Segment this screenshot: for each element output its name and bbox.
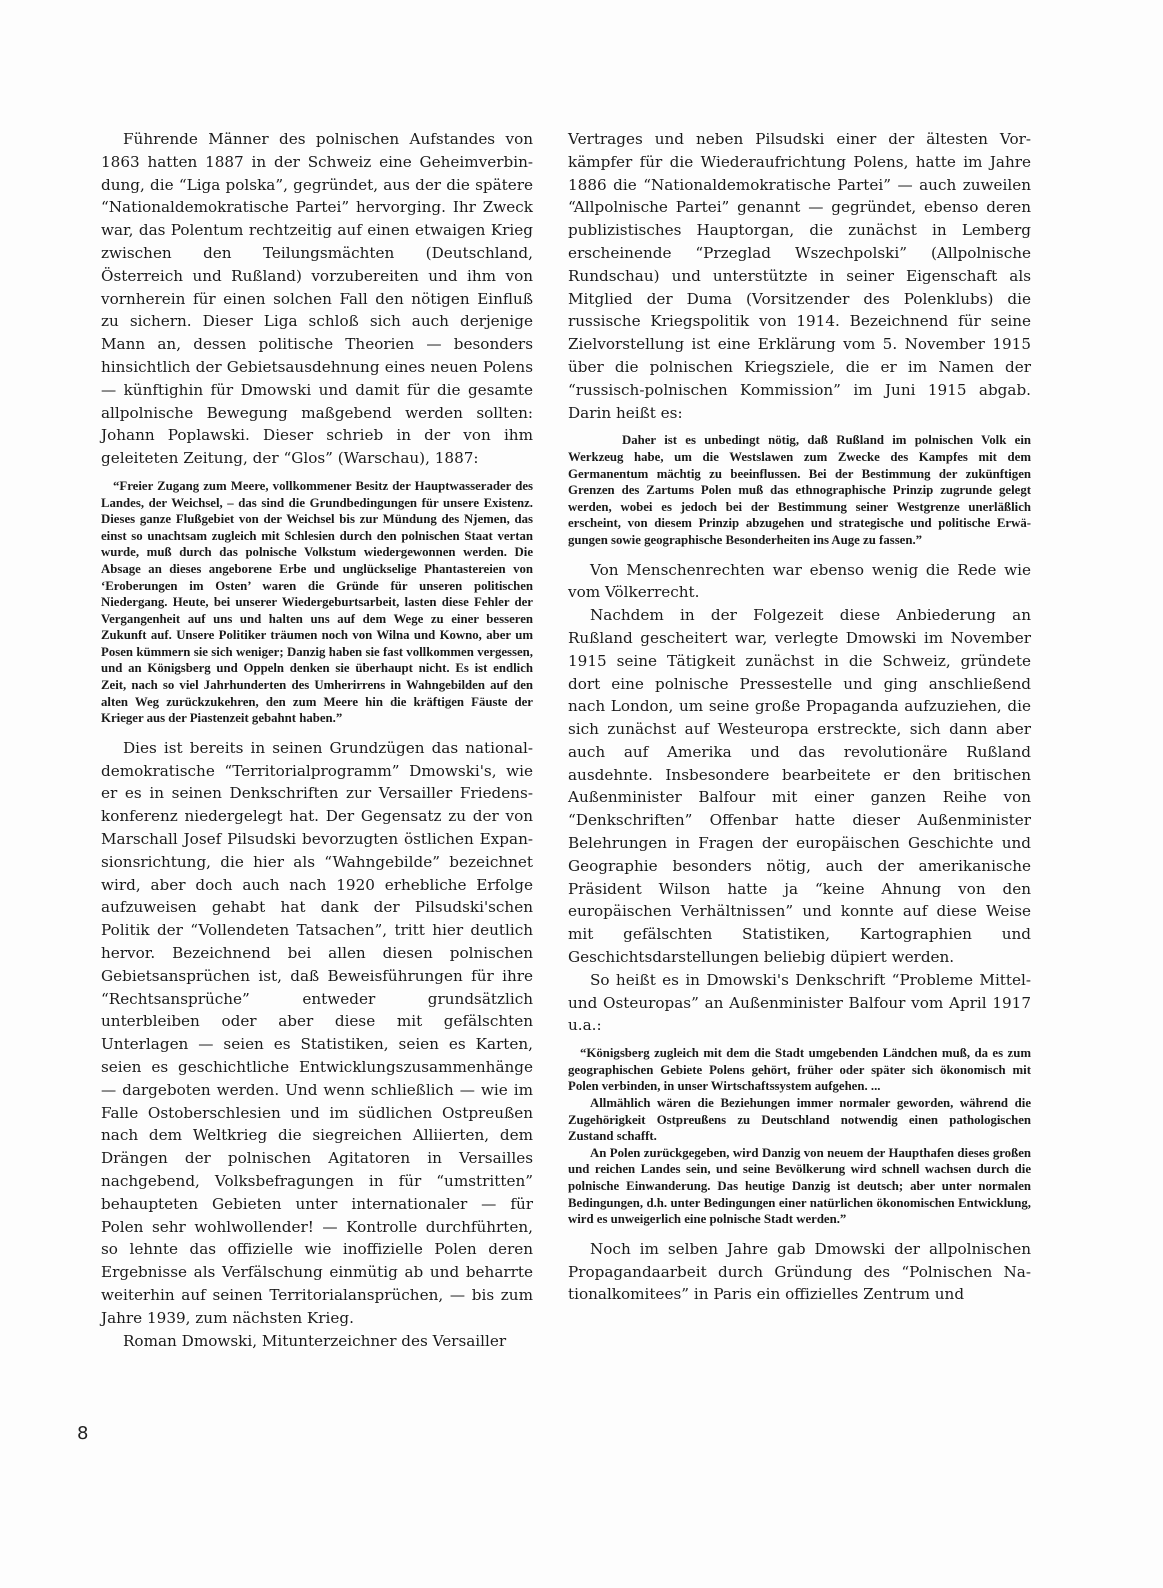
quote-paragraph: Allmählich wären die Beziehungen immer normaler geworden, während die Zugehörigkeit Ostpreußens zu Deutschland notwendig einen pathologischen Zustand schafft. bbox=[568, 1096, 1031, 1144]
paragraph-versailler-vertrag-continued: Vertrages und neben Pilsudski einer der ältesten Vorkämpfer für die Wiederaufrichtung Polens, hatte im Jahre 1886 die “Nationaldemokratische Partei” — auch zuweilen “Allpolnische Partei” genannt — gegründet, ebenso deren publizistisches Hauptorgan, die zunächst in Lemberg erscheinende “Przeglad Wszechpolski” (Allpolnische Rundschau) und unterstützte in seiner Eigenschaft als Mitglied der Duma (Vorsitzender des Polenklubs) die russische Kriegspolitik von 1914. Bezeichnend für seine Zielvorstellung ist eine Erklärung vom 5. November 1915 über die polnischen Kriegsziele, die er im Namen der “russisch-polnischen Kommission” im Juni 1915 abgab. Darin heißt es: bbox=[568, 130, 1031, 422]
blockquote-kriegsziele-1915 bbox=[568, 432, 1031, 548]
paragraph-nationalkomitee: Noch im selben Jahre gab Dmowski der allpolnischen Propagandaarbeit durch Gründung des “Polnischen Nationalkomitees” in Paris ein offizielles Zentrum und bbox=[568, 1239, 1031, 1304]
blockquote-poplawski bbox=[101, 478, 533, 727]
quote-text: “Freier Zugang zum Meere, vollkommener Besitz der Hauptwasserader des Landes, der Weichsel, – das sind die Grundbedingungen für unsere Existenz. Dieses ganze Flußgebiet von der Weichsel bis zur Mündung des Njemen, das einst so unachtsam zugleich mit Schlesien durch den polnischen Staat vertan wurde, muß durch das polnische Volkstum wiedergewonnen werden. Die Absage an dieses angeborene Erbe und unglückselige Phantastereien von ‘Eroberungen im Osten’ waren die Gründe für unseren politischen Niedergang. Heute, bei unserer Wiedergeburtsarbeit, lasten diese Fehler der Vergangenheit auf uns und halten uns auf dem Wege zu einer besseren Zukunft auf. Unsere Politiker träumen noch von Wilna und Kowno, aber um Posen kümmern sie sich weniger; Danzig haben sie fast vollkommen vergessen, und an Königsberg und Oppeln denken sie überhaupt nicht. Es ist endlich Zeit, nach so viel Jahrhunderten des Umherirrens in Wahngebilden auf den alten Weg zurückzukehren, den zum Meere hin die kräftigen Fäuste der Krieger aus der Piastenzeit gebahnt haben.” bbox=[101, 478, 533, 726]
paragraph-territorialprogramm: Dies ist bereits in seinen Grundzügen das nationaldemokratische “Territorialprogramm” Dmowski's, wie er es in seinen Denkschriften zur Versailler Friedenskonferenz niedergelegt hat. Der Gegensatz zu der von Marschall Josef Pilsudski bevorzugten östlichen Expansionsrichtung, die hier als “Wahngebilde” bezeichnet wird, aber doch auch nach 1920 erhebliche Erfolge aufzuweisen gehabt hat dank der Pilsudski'schen Politik der “Vollendeten Tatsachen”, tritt hier deutlich hervor. Bezeichnend bei allen diesen polnischen Gebietsansprüchen ist, daß Beweisführungen für ihre “Rechtsansprüche” entweder grundsätzlich unterbleiben oder aber diese mit gefälschten Unterlagen — seien es Statistiken, seien es Karten, seien es geschichtliche Entwicklungszusammenhänge — dargeboten werden. Und wenn schließlich — wie im Falle Ostoberschlesien und im südlichen Ostpreußen nach dem Weltkrieg die siegreichen Alliierten, dem Drängen der polnischen Agitatoren in Versailles nachgebend, Volksbefragungen in für “umstritten” behaupteten Gebieten unter internationaler — für Polen sehr wohlwollender! — Kontrolle durchführten, so lehnte das offizielle wie inoffizielle Polen deren Ergebnisse als Verfälschung einmütig ab und beharrte weiterhin auf seinen Territorialansprüchen, — bis zum Jahre 1939, zum nächsten Krieg. bbox=[101, 738, 533, 1327]
quote-paragraph: “Königsberg zugleich mit dem die Stadt umgebenden Ländchen muß, da es zum geographischen Gebiete Polens gehört, früher oder später sich ökonomisch mit Polen verbinden, in unser Wirtschaftssystem aufgehen. ... bbox=[568, 1046, 1031, 1094]
paragraph-liga-polska: Führende Männer des polnischen Aufstandes von 1863 hatten 1887 in der Schweiz eine Geheimverbindung, die “Liga polska”, gegründet, aus der die spätere “Nationaldemokratische Partei” hervorging. Ihr Zweck war, das Polentum rechtzeitig auf einen etwaigen Krieg zwischen den Teilungsmächten (Deutschland, Österreich und Rußland) vorzubereiten und ihm von vornherein für einen solchen Fall den nötigen Einfluß zu sichern. Dieser Liga schloß sich auch derjenige Mann an, dessen politische Theorien — besonders hinsichtlich der Gebietsausdehnung eines neuen Polens — künftighin für Dmowski und damit für die gesamte allpolnische Bewegung maßgebend werden sollten: Johann Poplawski. Dieser schrieb in der von ihm geleiteten Zeitung, der “Glos” (Warschau), 1887: bbox=[101, 130, 533, 468]
right-column bbox=[568, 128, 1031, 1306]
paragraph-anbiederung: Nachdem in der Folgezeit diese Anbiederung an Rußland gescheitert war, verlegte Dmowski im November 1915 seine Tätigkeit zunächst in die Schweiz, gründete dort eine polnische Pressestelle und ging anschließend nach London, um seine große Propaganda aufzuziehen, die sich zunächst auf Westeuropa erstreckte, sich dann aber auch auf Amerika und das revolutionäre Rußland ausdehnte. Insbesondere bearbeitete er den britischen Außenminister Balfour mit einer ganzen Reihe von “Denkschriften” Offenbar hatte dieser Außenminister Belehrungen in Fragen der europäischen Geschichte und Geographie besonders nötig, auch der amerikanische Präsident Wilson hatte ja “keine Ahnung von den europäischen Verhältnissen” und konnte auf diese Weise mit gefälschten Statistiken, Kartographien und Geschichtsdarstellungen beliebig düpiert werden. bbox=[568, 606, 1031, 967]
quote-paragraph: An Polen zurückgegeben, wird Danzig von neuem der Haupthafen dieses großen und reichen Landes sein, und seine Bevölkerung wird schnell wachsen durch die polnische Einwanderung. Das heutige Danzig ist deutsch; aber unter normalen Bedingungen, d.h. unter Bedingungen einer natürlichen ökonomischen Entwicklung, wird es unweigerlich eine polnische Stadt werden.” bbox=[568, 1145, 1031, 1227]
quote-text: Daher ist es unbedingt nötig, daß Rußland im polnischen Volk ein Werkzeug habe, um die Westslawen zum Zwecke des Kampfes mit dem Germanentum mächtig zu beeinflussen. Bei der Bestimmung der zukünftigen Grenzen des Zartums Polen muß das ethnographische Prinzip zugrunde gelegt werden, wobei es jedoch bei der Bestimmung seiner Westgrenze unerläßlich erscheint, von diesem Prinzip abzugehen und strategische und politische Erwägungen sowie geographische Besonderheiten ins Auge zu fassen.” bbox=[568, 433, 1031, 547]
paragraph-menschenrechte: Von Menschenrechten war ebenso wenig die Rede wie vom Völkerrecht. bbox=[568, 560, 1031, 602]
paragraph-roman-dmowski: Roman Dmowski, Mitunterzeichner des Versailler bbox=[123, 1331, 507, 1350]
blockquote-denkschrift-1917 bbox=[568, 1045, 1031, 1228]
page-number: 8 bbox=[77, 1423, 89, 1444]
paragraph-denkschrift-intro: So heißt es in Dmowski's Denkschrift “Probleme Mittel- und Osteuropas” an Außenminister Balfour vom April 1917 u.a.: bbox=[568, 970, 1031, 1035]
left-column bbox=[101, 128, 533, 1352]
